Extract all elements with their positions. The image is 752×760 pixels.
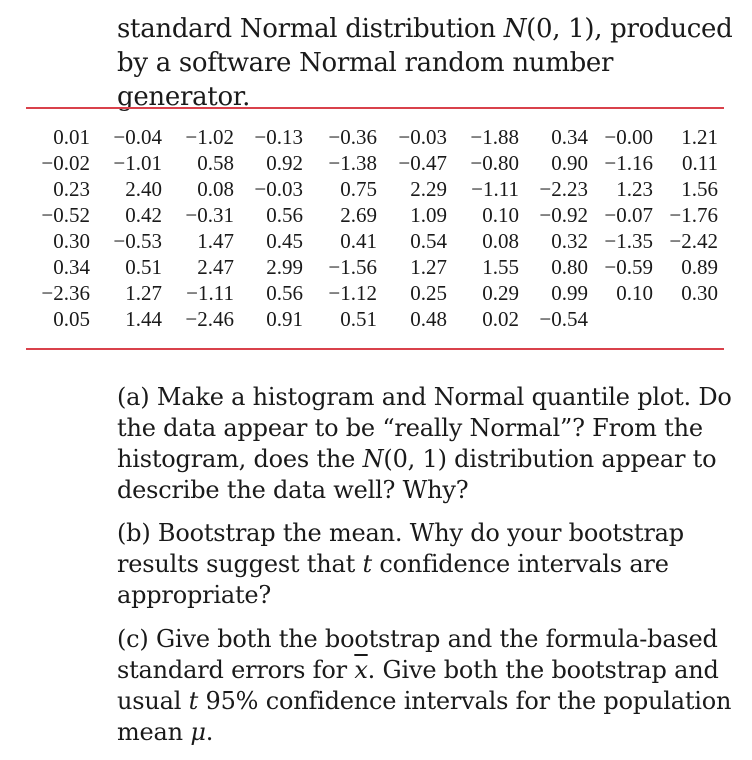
intro-dist-params: (0, 1), produced by a software Normal random number generator. xyxy=(117,14,733,112)
table-cell: 1.55 xyxy=(482,255,519,279)
table-row xyxy=(26,306,718,332)
table-cell: −0.59 xyxy=(604,255,653,279)
table-cell: −2.42 xyxy=(669,229,718,253)
table-cell: −0.53 xyxy=(113,229,162,253)
table-cell: 0.08 xyxy=(197,177,234,201)
question-b-text-2: confidence intervals are appropriate? xyxy=(117,550,669,609)
table-cell: 1.27 xyxy=(125,281,162,305)
table-cell: 0.90 xyxy=(551,151,588,175)
table-cell: 0.11 xyxy=(682,151,718,175)
question-c-text-4: . xyxy=(205,718,214,746)
question-c-mu-symbol: μ xyxy=(190,718,206,746)
table-cell: 0.89 xyxy=(681,255,718,279)
table-cell: −0.00 xyxy=(604,125,653,149)
question-b-text-1: Bootstrap the mean. Why do your bootstrap results suggest that xyxy=(117,519,684,578)
intro-pre: standard Normal distribution xyxy=(117,14,504,44)
question-a-text-2: (0, 1) distribution appear to describe the data well? Why? xyxy=(117,445,717,504)
table-cell: 0.02 xyxy=(482,307,519,331)
table-cell: 0.10 xyxy=(482,203,519,227)
table-cell: 0.01 xyxy=(53,125,90,149)
table-row xyxy=(26,124,718,150)
table-cell: 0.48 xyxy=(410,307,447,331)
table-cell: −2.23 xyxy=(539,177,588,201)
table-cell: 0.29 xyxy=(482,281,519,305)
table-cell: −0.04 xyxy=(113,125,162,149)
table-cell: 1.47 xyxy=(197,229,234,253)
question-c-text-3: 95% confidence intervals for the population mean xyxy=(117,687,732,746)
table-cell: −1.01 xyxy=(113,151,162,175)
table-cell: −0.13 xyxy=(254,125,303,149)
table-cell: 2.40 xyxy=(125,177,162,201)
table-cell: 0.23 xyxy=(53,177,90,201)
table-cell: 0.30 xyxy=(681,281,718,305)
table-row xyxy=(26,280,718,306)
table-cell: 0.34 xyxy=(53,255,90,279)
table-cell: −0.03 xyxy=(254,177,303,201)
top-rule xyxy=(26,107,724,109)
question-b-label: (b) xyxy=(117,519,151,547)
table-cell: −1.76 xyxy=(669,203,718,227)
table-cell: 2.29 xyxy=(410,177,447,201)
table-cell: 0.58 xyxy=(197,151,234,175)
question-b xyxy=(117,518,737,611)
question-a-dist-symbol: N xyxy=(362,445,384,473)
table-cell: −0.31 xyxy=(185,203,234,227)
question-a-text-1: Make a histogram and Normal quantile plot. Do the data appear to be “really Normal”? From the histogram, does the xyxy=(117,383,732,473)
table-cell: 0.34 xyxy=(551,125,588,149)
table-cell: −1.02 xyxy=(185,125,234,149)
table-cell xyxy=(588,306,653,332)
table-cell: 2.69 xyxy=(340,203,377,227)
table-cell: −0.92 xyxy=(539,203,588,227)
intro-text xyxy=(117,12,737,114)
table-cell: −0.52 xyxy=(41,203,90,227)
table-cell: 0.25 xyxy=(410,281,447,305)
table-cell: −1.35 xyxy=(604,229,653,253)
table-cell: 0.42 xyxy=(125,203,162,227)
table-cell: 0.91 xyxy=(266,307,303,331)
table-cell: −1.11 xyxy=(471,177,519,201)
table-cell: 0.99 xyxy=(551,281,588,305)
question-c-text-2: . Give both the bootstrap and usual xyxy=(117,656,719,715)
table-cell: −0.03 xyxy=(398,125,447,149)
table-cell: 1.23 xyxy=(616,177,653,201)
table-cell: −0.47 xyxy=(398,151,447,175)
table-cell: 0.56 xyxy=(266,203,303,227)
table-row xyxy=(26,202,718,228)
table-cell: 0.54 xyxy=(410,229,447,253)
question-b-t-symbol: t xyxy=(362,550,372,578)
table-cell: 0.45 xyxy=(266,229,303,253)
table-cell: 1.21 xyxy=(681,125,718,149)
intro-dist-symbol: N xyxy=(503,14,527,44)
table-cell: −1.56 xyxy=(328,255,377,279)
table-cell: 0.80 xyxy=(551,255,588,279)
table-cell: 0.08 xyxy=(482,229,519,253)
table-cell: −2.36 xyxy=(41,281,90,305)
table-row xyxy=(26,150,718,176)
table-cell: 0.56 xyxy=(266,281,303,305)
table-cell: −0.02 xyxy=(41,151,90,175)
table-cell: −0.07 xyxy=(604,203,653,227)
table-cell: −1.16 xyxy=(604,151,653,175)
table-cell: −1.12 xyxy=(328,281,377,305)
table-cell: 2.99 xyxy=(266,255,303,279)
table-cell: 0.30 xyxy=(53,229,90,253)
question-c-label: (c) xyxy=(117,625,149,653)
question-a-label: (a) xyxy=(117,383,150,411)
table-cell: 0.51 xyxy=(340,307,377,331)
question-c-xbar-symbol: $\overline{x}$ xyxy=(354,656,368,684)
table-cell: 0.75 xyxy=(340,177,377,201)
table-cell: 1.09 xyxy=(410,203,447,227)
table-cell: 1.27 xyxy=(410,255,447,279)
table-cell: −0.36 xyxy=(328,125,377,149)
table-cell: 0.05 xyxy=(53,307,90,331)
table-cell: −2.46 xyxy=(185,307,234,331)
table-cell: −1.11 xyxy=(186,281,234,305)
table-cell: −1.38 xyxy=(328,151,377,175)
table-cell: 0.41 xyxy=(340,229,377,253)
question-c xyxy=(117,624,737,748)
table-cell: 0.32 xyxy=(551,229,588,253)
table-row xyxy=(26,228,718,254)
table-cell: 0.92 xyxy=(266,151,303,175)
table-cell: −1.88 xyxy=(470,125,519,149)
table-cell xyxy=(653,306,718,332)
table-cell: 0.51 xyxy=(125,255,162,279)
table-cell: 1.44 xyxy=(125,307,162,331)
table-cell: −0.80 xyxy=(470,151,519,175)
question-c-text-1: Give both the bootstrap and the formula-based standard errors for xyxy=(117,625,718,684)
data-table xyxy=(26,124,718,332)
question-c-t-symbol: t xyxy=(188,687,199,715)
table-cell: 1.56 xyxy=(681,177,718,201)
table-row xyxy=(26,254,718,280)
table-cell: 2.47 xyxy=(197,255,234,279)
table-cell: −0.54 xyxy=(539,307,588,331)
bottom-rule xyxy=(26,348,724,350)
question-a xyxy=(117,382,737,506)
table-cell: 0.10 xyxy=(616,281,653,305)
table-row xyxy=(26,176,718,202)
